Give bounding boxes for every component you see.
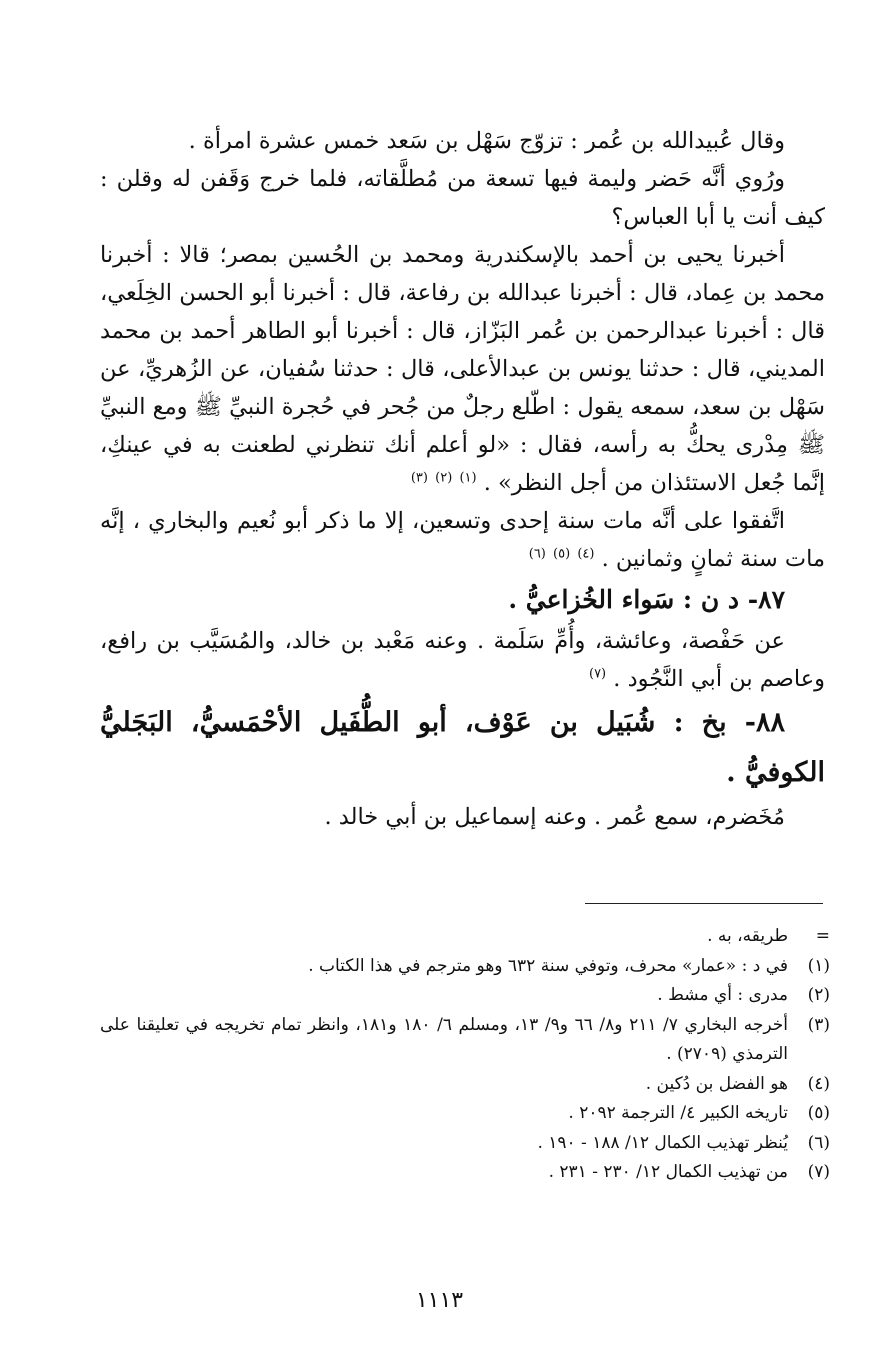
footnote-5 bbox=[100, 1099, 830, 1129]
entry-87-body: عن حَفْصة، وعائشة، وأُمِّ سَلَمة . وعنه مَعْبد بن خالد، والمُسَيَّب بن رافع، وعاصم بن أبي النَّجُود . bbox=[100, 628, 825, 692]
footnote-text: في د : «عمار» محرف، وتوفي سنة ٦٣٢ وهو مترجم في هذا الكتاب . bbox=[308, 955, 788, 976]
paragraph-walima: ورُوي أنَّه حَضر وليمة فيها تسعة من مُطلَّقاته، فلما خرج وَقَفن له وقلن : كيف أنت يا أبا العباس؟ bbox=[100, 166, 825, 230]
death-text: اتَّفقوا على أنَّه مات سنة إحدى وتسعين، إلا ما ذكر أبو نُعيم والبخاري ، إنَّه مات سنة ثمانٍ وثمانين . bbox=[100, 508, 825, 572]
entry-87-text bbox=[100, 622, 825, 698]
footnote-separator bbox=[585, 903, 823, 904]
note-ref-5: (٥) bbox=[553, 546, 571, 562]
footnote-number: (٢) bbox=[807, 985, 830, 1005]
footnote-text: يُنظر تهذيب الكمال ١٢/ ١٨٨ - ١٩٠ . bbox=[537, 1132, 788, 1153]
footnote-3 bbox=[100, 1011, 830, 1070]
main-text bbox=[100, 122, 825, 836]
footnote-number: (٤) bbox=[807, 1073, 830, 1094]
page-number: ١١١٣ bbox=[415, 1288, 464, 1313]
isnad-text: أخبرنا يحيى بن أحمد بالإسكندرية ومحمد بن الحُسين بمصر؛ قالا : أخبرنا محمد بن عِماد، قال : أخبرنا عبدالله بن رفاعة، قال : أخبرنا أبو الحسن الخِلَعي، قال : أخبرنا عبدالرحمن بن عُمر البَزّاز، قال : أخبرنا أبو الطاهر أحمد بن محمد المديني، قال : حدثنا يونس بن عبدالأعلى، قال : حدثنا سُفيان، عن الزُهريِّ، عن سَهْل بن سعد، سمعه يقول : اطّلع رجلٌ من جُحر في حُجرة النبيِّ ﷺ ومع النبيِّ ﷺ مِدْرى يحكُّ به رأسه، فقال : «لو أعلم أنك تنظرني لطعنت به في عينكِ، إنَّما جُعل الاستئذان من أجل النظر» . bbox=[100, 242, 825, 496]
footnote-6 bbox=[100, 1129, 830, 1159]
footnote-text: طريقه، به . bbox=[707, 926, 788, 946]
footnote-text: مدرى : أي مشط . bbox=[657, 985, 788, 1005]
footnote-number: (٦) bbox=[807, 1132, 830, 1153]
note-ref-1: (١) bbox=[459, 470, 477, 486]
note-ref-6: (٦) bbox=[528, 546, 546, 562]
entry-88-text: مُخَضرم، سمع عُمر . وعنه إسماعيل بن أبي خالد . bbox=[324, 804, 785, 830]
paragraph-isnad bbox=[100, 236, 825, 502]
entry-88-heading: ٨٨- بخ : شُبَيل بن عَوْف، أبو الطُّفَيل الأحْمَسيُّ، البَجَليُّ الكوفيُّ . bbox=[100, 707, 825, 788]
note-ref-3: (٣) bbox=[410, 470, 428, 486]
footnote-number: (٣) bbox=[807, 1014, 830, 1035]
footnote-1 bbox=[100, 952, 830, 982]
footnote-text: هو الفضل بن دُكين . bbox=[645, 1073, 788, 1094]
footnote-4 bbox=[100, 1070, 830, 1100]
footnote-number: = bbox=[815, 926, 830, 946]
footnote-2 bbox=[100, 981, 830, 1011]
footnote-text: تاريخه الكبير ٤/ الترجمة ٢٠٩٢ . bbox=[568, 1103, 788, 1123]
note-ref-7: (٧) bbox=[588, 666, 607, 682]
footnote-text: من تهذيب الكمال ١٢/ ٢٣٠ - ٢٣١ . bbox=[548, 1162, 788, 1182]
footnote-number: (١) bbox=[807, 955, 830, 976]
footnote-text: أخرجه البخاري ٧/ ٢١١ و٨/ ٦٦ و٩/ ١٣، ومسلم ٦/ ١٨٠ و١٨١، وانظر تمام تخريجه في تعليقنا على الترمذي (٢٧٠٩) . bbox=[100, 1014, 789, 1064]
paragraph-marriages: وقال عُبيدالله بن عُمر : تزوّج سَهْل بن سَعد خمس عشرة امرأة . bbox=[188, 128, 785, 154]
entry-87-heading: ٨٧- د ن : سَواء الخُزاعيُّ . bbox=[508, 585, 785, 614]
paragraph-death bbox=[100, 502, 825, 578]
footnote-number: (٧) bbox=[807, 1162, 830, 1182]
footnote-continuation bbox=[100, 922, 830, 952]
footnote-7 bbox=[100, 1158, 830, 1188]
footnotes bbox=[100, 922, 830, 1188]
footnote-number: (٥) bbox=[807, 1103, 830, 1123]
note-ref-2: (٢) bbox=[435, 470, 453, 486]
note-ref-4: (٤) bbox=[577, 546, 595, 562]
